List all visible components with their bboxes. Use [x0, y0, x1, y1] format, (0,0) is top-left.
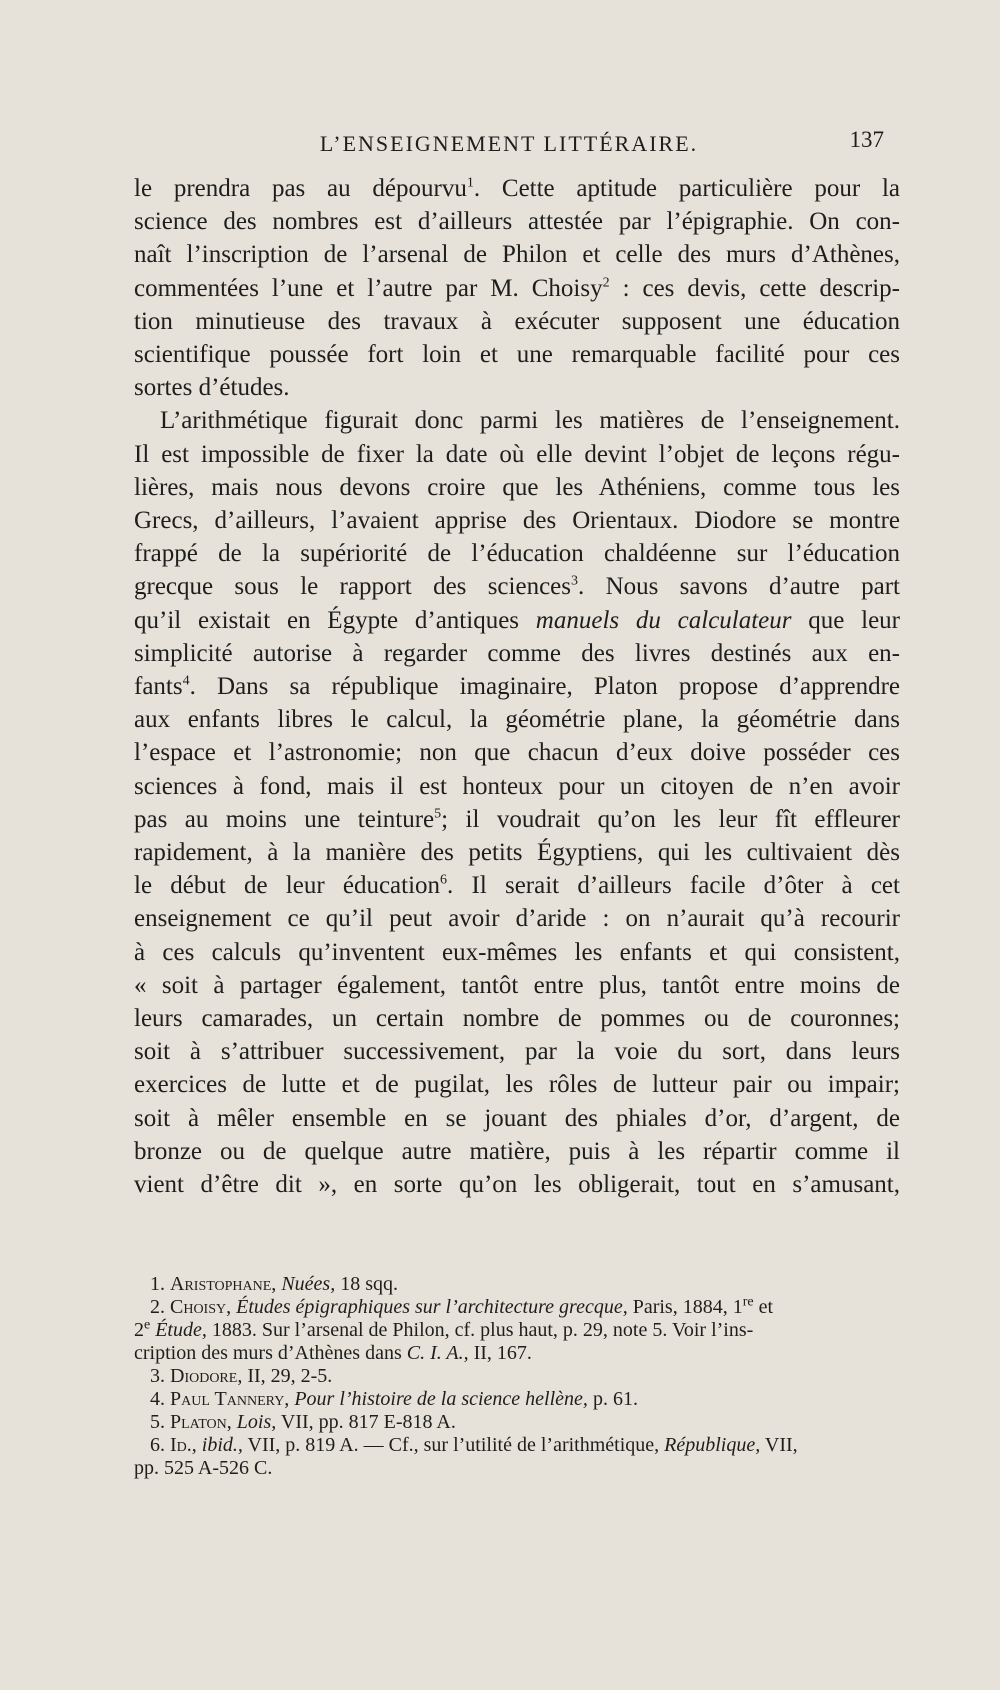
- text-line: pas au moins une teinture$^5$; il voudrait qu’on les leur fît effleurer: [134, 805, 900, 833]
- text-line: commentées l’une et l’autre par M. Choisy$^2$ : ces devis, cette descrip-: [134, 274, 900, 302]
- text-line: fants$^4$. Dans sa république imaginaire, Platon propose d’apprendre: [134, 673, 900, 701]
- footnote-6-continued: pp. 525 A-526 C.: [134, 1457, 273, 1479]
- footnote-2-continued: 2e Étude, 1883. Sur l’arsenal de Philon, cf. plus haut, p. 29, note 5. Voir l’ins-: [134, 1317, 754, 1341]
- footnotes: [134, 1273, 925, 1480]
- text-line: simplicité autorise à regarder comme des livres destinés aux en-: [134, 639, 900, 667]
- running-title: L’ENSEIGNEMENT LITTÉRAIRE.: [319, 131, 699, 156]
- text-line: frappé de la supériorité de l’éducation chaldéenne sur l’éducation: [134, 540, 900, 568]
- text-line: soit à mêler ensemble en se jouant des phiales d’or, d’argent, de: [134, 1104, 900, 1132]
- text-line: à ces calculs qu’inventent eux-mêmes les enfants et qui consistent,: [134, 938, 900, 966]
- text-line: Il est impossible de fixer la date où elle devint l’objet de leçons régu-: [134, 440, 900, 468]
- text-line: Grecs, d’ailleurs, l’avaient apprise des Orientaux. Diodore se montre: [134, 507, 900, 535]
- footnote-ref: 2: [602, 275, 610, 291]
- footnote-4: 4. Paul Tannery, Pour l’histoire de la science hellène, p. 61.: [150, 1388, 638, 1410]
- text-line: leurs camarades, un certain nombre de pommes ou de couronnes;: [134, 1005, 900, 1033]
- page-header: [134, 125, 884, 155]
- footnote-ref: 5: [434, 806, 442, 822]
- text-line: le début de leur éducation$^6$. Il serait d’ailleurs facile d’ôter à cet: [134, 872, 900, 900]
- text-line: sortes d’études.: [134, 374, 290, 402]
- footnote-5: 5. Platon, Lois, VII, pp. 817 E-818 A.: [150, 1411, 456, 1433]
- text-line: « soit à partager également, tantôt entre plus, tantôt entre moins de: [134, 971, 900, 999]
- footnote-ref: 1: [466, 175, 474, 191]
- footnote-3: 3. Diodore, II, 29, 2-5.: [150, 1365, 333, 1387]
- text-line: scientifique poussée fort loin et une remarquable facilité pour ces: [134, 341, 900, 369]
- body-text: [134, 172, 900, 1201]
- footnote-1: 1. Aristophane, Nuées, 18 sqq.: [150, 1273, 398, 1295]
- footnote-6: 6. Id., ibid., VII, p. 819 A. — Cf., sur l’utilité de l’arithmétique, République, VII,: [150, 1434, 798, 1456]
- text-line: le prendra pas au dépourvu$^1$. Cette aptitude particulière pour la: [134, 175, 900, 202]
- footnote-2: 2. Choisy, Études épigraphiques sur l’architecture grecque, Paris, 1884, 1re et: [150, 1294, 774, 1318]
- text-line: science des nombres est d’ailleurs attestée par l’épigraphie. On con-: [134, 208, 900, 236]
- footnote-ref: 4: [182, 673, 190, 689]
- text-line: soit à s’attribuer successivement, par la voie du sort, dans leurs: [134, 1038, 900, 1066]
- text-line: naît l’inscription de l’arsenal de Philon et celle des murs d’Athènes,: [134, 241, 900, 269]
- text-line: aux enfants libres le calcul, la géométrie plane, la géométrie dans: [134, 706, 900, 734]
- text-line: exercices de lutte et de pugilat, les rôles de lutteur pair ou impair;: [134, 1071, 900, 1099]
- footnote-2-continued: cription des murs d’Athènes dans C. I. A., II, 167.: [134, 1342, 532, 1364]
- text-line: sciences à fond, mais il est honteux pour un citoyen de n’en avoir: [134, 772, 900, 800]
- paragraph-start-line: L’arithmétique figurait donc parmi les matières de l’enseignement.: [160, 407, 900, 435]
- text-line: tion minutieuse des travaux à exécuter supposent une éducation: [134, 307, 900, 335]
- text-line: rapidement, à la manière des petits Égyptiens, qui les cultivaient dès: [134, 839, 900, 867]
- italic-title: manuels du calculateur: [535, 606, 792, 634]
- text-line: l’espace et l’astronomie; non que chacun d’eux doive posséder ces: [134, 739, 900, 767]
- page-number: 137: [849, 127, 884, 152]
- footnote-ref: 6: [440, 872, 448, 888]
- text-line: bronze ou de quelque autre matière, puis à les répartir comme il: [134, 1137, 900, 1165]
- text-line: qu’il existait en Égypte d’antiques manuels du calculateur que leur: [134, 606, 901, 634]
- text-line: enseignement ce qu’il peut avoir d’aride : on n’aurait qu’à recourir: [134, 905, 900, 933]
- footnote-ref: 3: [571, 574, 578, 590]
- text-line: vient d’être dit », en sorte qu’on les obligerait, tout en s’amusant,: [134, 1171, 900, 1199]
- text-line: grecque sous le rapport des sciences$^3$. Nous savons d’autre part: [134, 573, 901, 601]
- text-line: lières, mais nous devons croire que les Athéniens, comme tous les: [134, 473, 900, 501]
